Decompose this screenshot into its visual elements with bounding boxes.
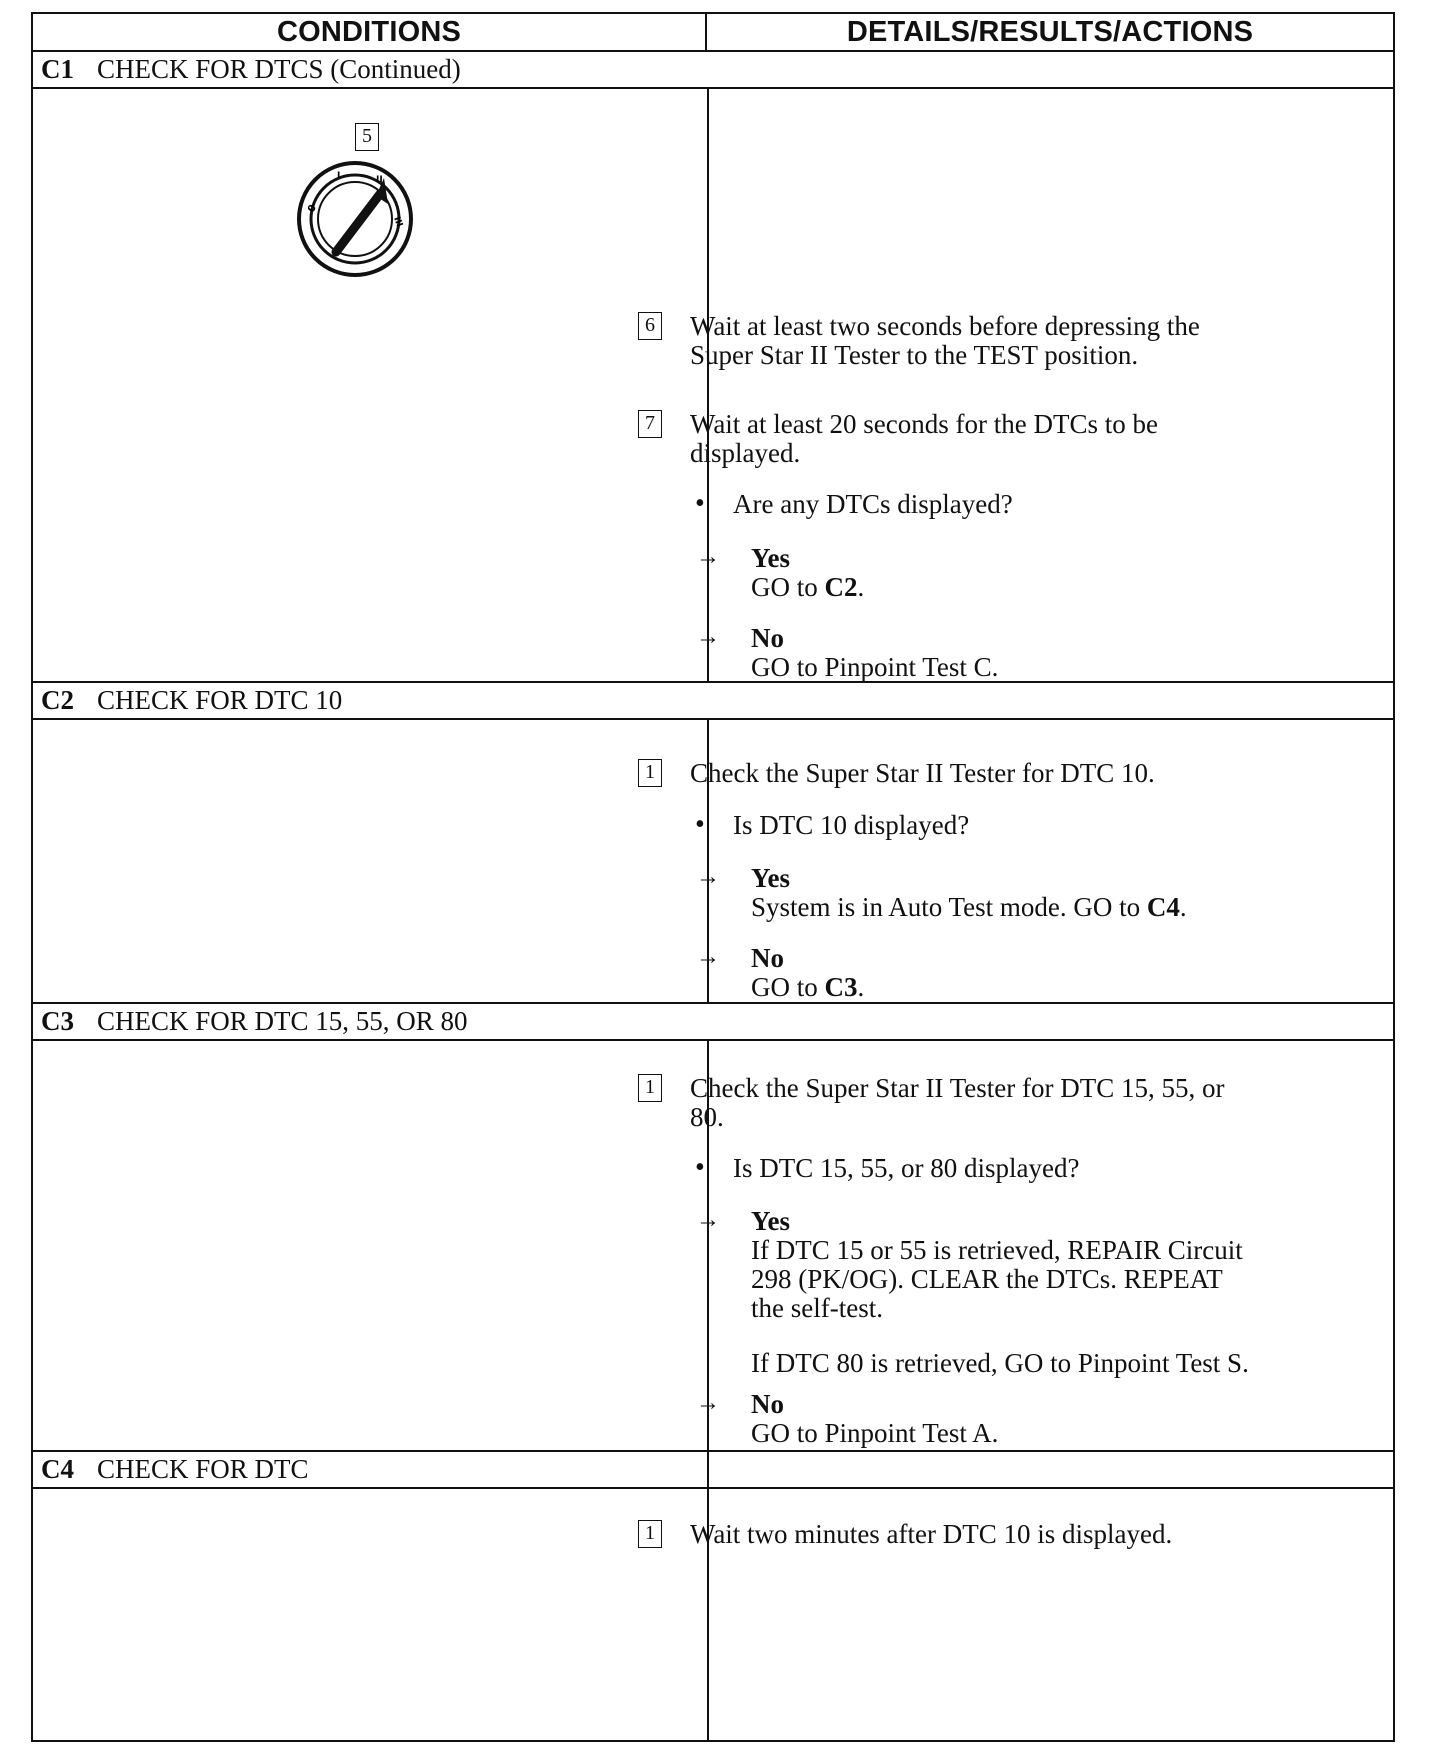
ignition-switch-icon <box>296 160 414 278</box>
step-title: CHECK FOR DTC 15, 55, OR 80 <box>97 1006 468 1036</box>
question-text: Is DTC 15, 55, or 80 displayed? <box>733 1153 1080 1183</box>
arrow-icon: → <box>696 944 720 970</box>
step-c3-bar <box>33 1002 1393 1041</box>
yes-result: Yes System is in Auto Test mode. GO to C4. <box>751 863 1187 922</box>
step-text: Wait at least two seconds before depressing the Super Star II Tester to the TEST position. <box>690 311 1200 370</box>
step-number-box: 7 <box>638 410 662 438</box>
step-id: C4 <box>41 1454 74 1484</box>
yes-result: Yes If DTC 15 or 55 is retrieved, REPAIR Circuit 298 (PK/OG). CLEAR the DTCs. REPEAT the self-test. If DTC 80 is retrieved, GO to Pinpoint Test S. <box>751 1206 1249 1378</box>
step-number-box: 1 <box>638 1074 662 1102</box>
step-text: Wait at least 20 seconds for the DTCs to be displayed. <box>690 409 1158 468</box>
step-title: CHECK FOR DTC <box>97 1454 309 1484</box>
no-result: No GO to Pinpoint Test A. <box>751 1389 999 1448</box>
question-text: Are any DTCs displayed? <box>733 489 1013 519</box>
step-number-box: 6 <box>638 312 662 340</box>
question-text: Is DTC 10 displayed? <box>733 810 970 840</box>
step-text: Check the Super Star II Tester for DTC 10. <box>690 758 1155 788</box>
bullet-icon: • <box>695 809 705 840</box>
step-c2-bar <box>33 681 1393 720</box>
bullet-icon: • <box>695 1152 705 1183</box>
bullet-icon: • <box>695 488 705 519</box>
arrow-icon: → <box>696 544 720 570</box>
step-c1-bar <box>33 50 1393 89</box>
svg-text:III: III <box>391 215 405 229</box>
step-id: C2 <box>41 685 74 715</box>
step-number-box: 5 <box>355 123 379 151</box>
step-c4-bar <box>33 1450 1393 1489</box>
column-divider <box>707 88 709 683</box>
details-header: DETAILS/RESULTS/ACTIONS <box>707 14 1393 52</box>
step-number-box: 1 <box>638 1520 662 1548</box>
arrow-icon: → <box>696 624 720 650</box>
step-title: CHECK FOR DTCS (Continued) <box>97 54 461 84</box>
step-text: Wait two minutes after DTC 10 is displayed. <box>690 1519 1173 1549</box>
step-number-box: 1 <box>638 759 662 787</box>
diagnostic-table <box>31 12 1395 1742</box>
no-result: No GO to Pinpoint Test C. <box>751 623 999 682</box>
svg-text:II: II <box>376 175 383 185</box>
arrow-icon: → <box>696 1390 720 1416</box>
no-result: No GO to C3. <box>751 943 865 1002</box>
yes-result: Yes GO to C2. <box>751 543 865 602</box>
arrow-icon: → <box>696 864 720 890</box>
step-title: CHECK FOR DTC 10 <box>97 685 343 715</box>
svg-text:I: I <box>337 171 341 181</box>
conditions-header: CONDITIONS <box>33 14 707 52</box>
step-id: C1 <box>41 54 74 84</box>
svg-text:0: 0 <box>306 202 320 215</box>
arrow-icon: → <box>696 1207 720 1233</box>
step-id: C3 <box>41 1006 74 1036</box>
step-text: Check the Super Star II Tester for DTC 15, 55, or 80. <box>690 1073 1225 1132</box>
